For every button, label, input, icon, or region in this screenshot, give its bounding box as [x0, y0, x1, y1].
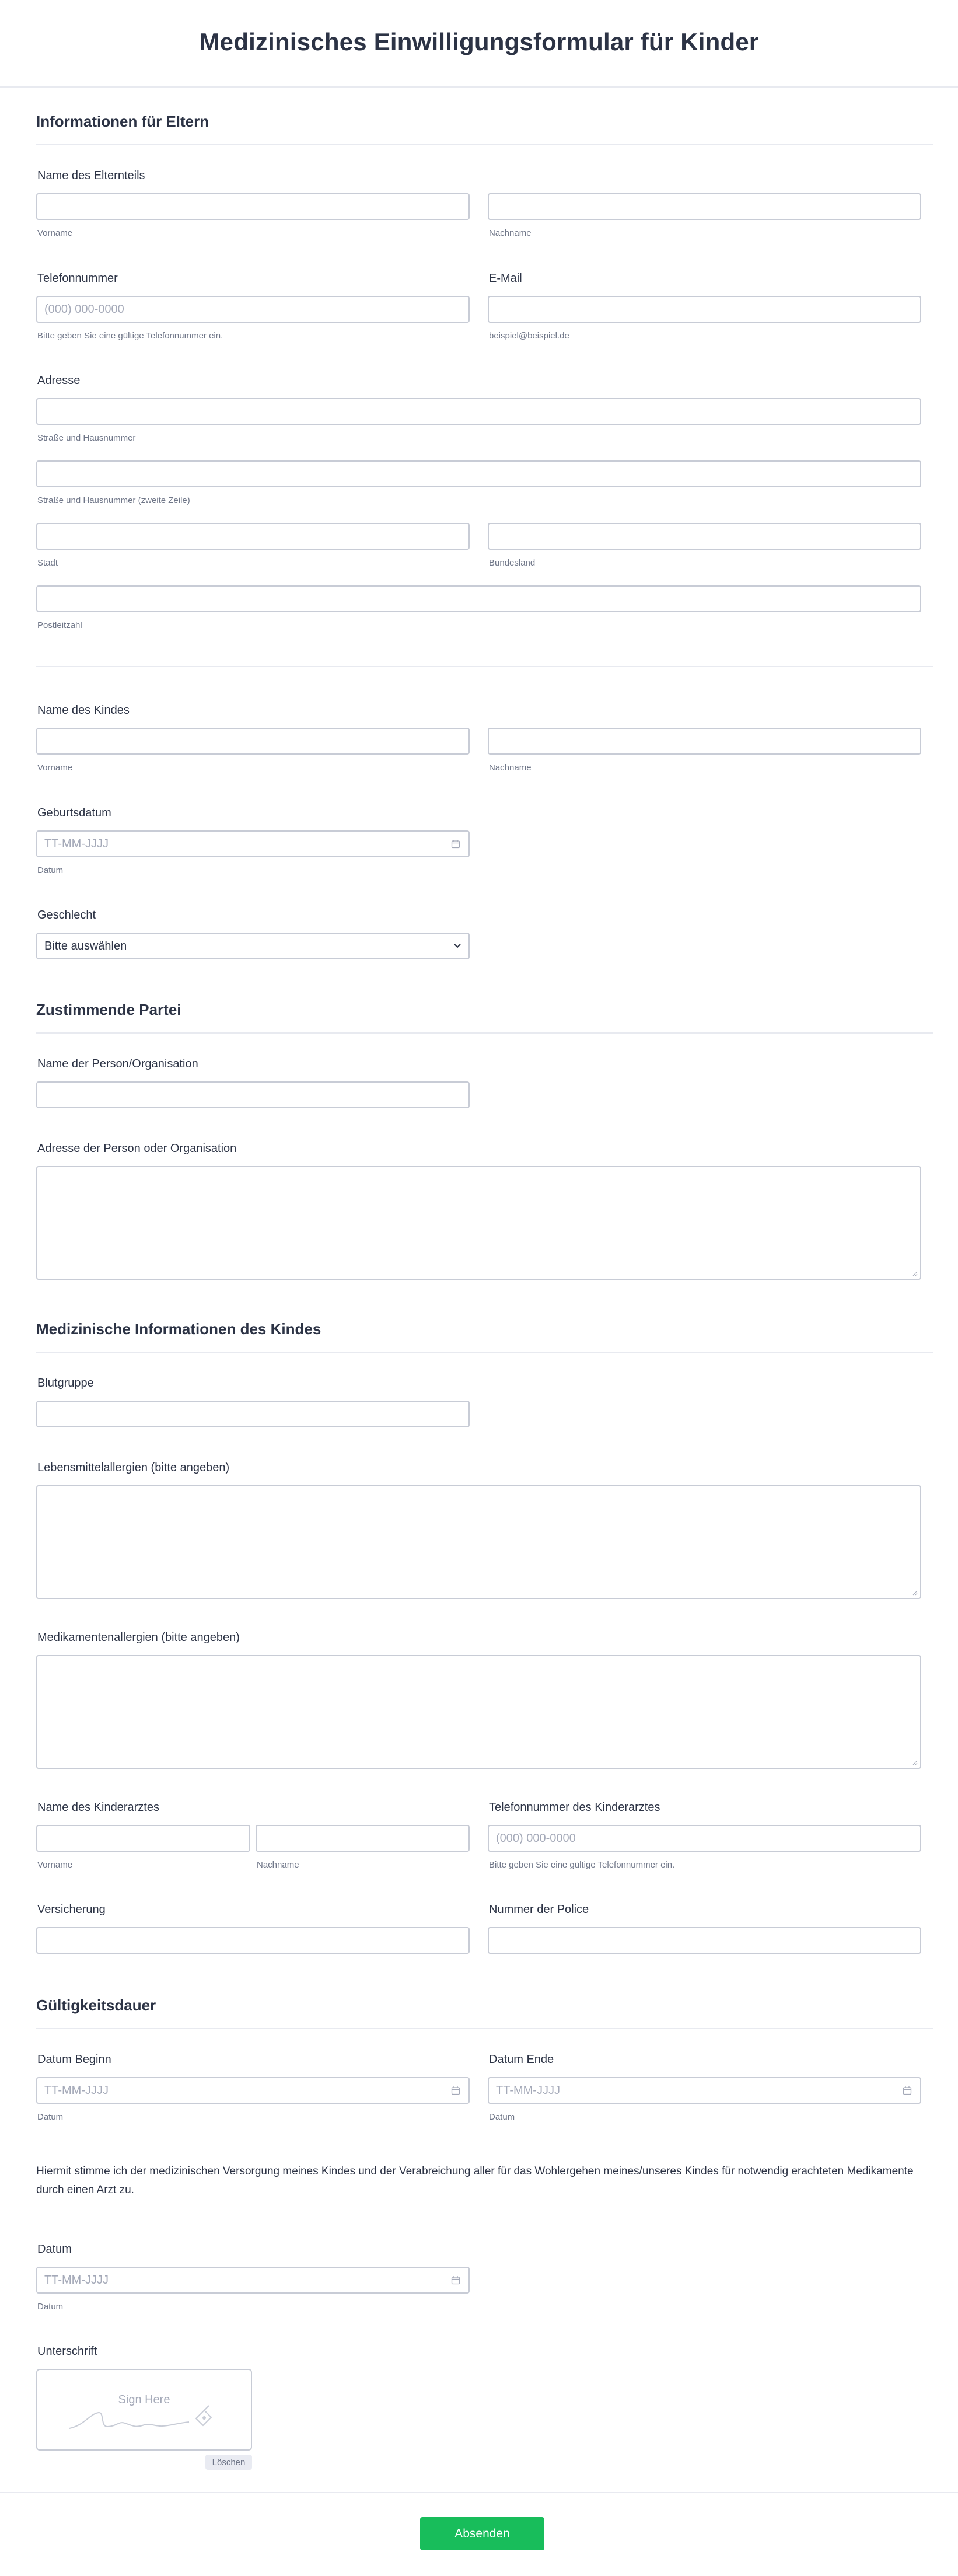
section-divider [36, 2028, 933, 2029]
phone-label: Telefonnummer [37, 272, 118, 285]
end-date-placeholder: TT-MM-JJJJ [496, 2083, 560, 2097]
section-divider [36, 666, 933, 667]
section-title-medical: Medizinische Informationen des Kindes [36, 1320, 321, 1338]
parent-last-name-sublabel: Nachname [489, 228, 532, 238]
consent-paragraph: Hiermit stimme ich der medizinischen Versorgung meines Kindes und der Verabreichung aller für das Wohlergehen meines/unseres Kindes für notwendig erachteten Medikamente durch einen Arzt zu. [36, 2165, 914, 2196]
blood-type-label: Blutgruppe [37, 1377, 94, 1390]
header-divider [0, 86, 958, 88]
parent-first-name-input[interactable] [36, 193, 470, 220]
address-label: Adresse [37, 374, 81, 387]
calendar-icon[interactable] [903, 2086, 912, 2095]
section-divider [36, 1352, 933, 1353]
footer-divider [0, 2492, 958, 2493]
section-divider [36, 144, 933, 145]
state-sublabel: Bundesland [489, 558, 536, 568]
consent-date-placeholder: TT-MM-JJJJ [44, 2273, 109, 2287]
phone-input[interactable] [36, 296, 470, 323]
birthdate-sublabel: Datum [37, 865, 64, 875]
doctor-phone-label: Telefonnummer des Kinderarztes [489, 1801, 660, 1814]
consent-date-sublabel: Datum [37, 2302, 64, 2312]
birthdate-input[interactable] [36, 830, 470, 857]
doctor-first-name-input[interactable] [36, 1825, 250, 1852]
email-label: E-Mail [489, 272, 522, 285]
policy-number-label: Nummer der Police [489, 1903, 589, 1916]
submit-button[interactable]: Absenden [420, 2517, 544, 2550]
zip-sublabel: Postleitzahl [37, 620, 82, 630]
child-first-name-input[interactable] [36, 728, 470, 755]
resize-handle-icon[interactable] [912, 1760, 918, 1765]
birthdate-placeholder: TT-MM-JJJJ [44, 837, 109, 850]
doctor-last-name-input[interactable] [256, 1825, 470, 1852]
doctor-phone-sublabel: Bitte geben Sie eine gültige Telefonnummer ein. [489, 1860, 675, 1870]
section-title-validity: Gültigkeitsdauer [36, 1996, 156, 2014]
consent-date-input[interactable] [36, 2267, 470, 2294]
doctor-name-label: Name des Kinderarztes [37, 1801, 159, 1814]
parent-last-name-input[interactable] [488, 193, 921, 220]
start-date-placeholder: TT-MM-JJJJ [44, 2083, 109, 2097]
birthdate-label: Geburtsdatum [37, 807, 111, 819]
gender-select[interactable] [36, 933, 470, 959]
phone-sublabel: Bitte geben Sie eine gültige Telefonnummer ein. [37, 331, 223, 341]
end-date-label: Datum Ende [489, 2053, 554, 2066]
gender-selected-value: Bitte auswählen [44, 939, 127, 952]
calendar-icon[interactable] [451, 2086, 460, 2095]
end-date-sublabel: Datum [489, 2112, 515, 2122]
child-first-name-sublabel: Vorname [37, 763, 73, 773]
page-title: Medizinisches Einwilligungsformular für Kinder [199, 28, 759, 55]
org-address-label: Adresse der Person oder Organisation [37, 1142, 237, 1155]
zip-input[interactable] [36, 585, 921, 612]
chevron-down-icon [453, 943, 461, 949]
signature-label: Unterschrift [37, 2345, 97, 2358]
doctor-last-name-sublabel: Nachname [257, 1860, 299, 1870]
street2-input[interactable] [36, 460, 921, 487]
sign-here-hint: Sign Here [118, 2393, 170, 2406]
street-input[interactable] [36, 398, 921, 425]
resize-handle-icon[interactable] [912, 1590, 918, 1596]
drug-allergies-textarea[interactable] [36, 1655, 921, 1769]
doctor-phone-input[interactable] [488, 1825, 921, 1852]
insurance-label: Versicherung [37, 1903, 106, 1916]
signature-placeholder-icon [67, 2396, 224, 2437]
doctor-phone-placeholder: (000) 000-0000 [496, 1831, 576, 1845]
phone-placeholder: (000) 000-0000 [44, 302, 124, 316]
city-input[interactable] [36, 523, 470, 550]
state-input[interactable] [488, 523, 921, 550]
food-allergies-label: Lebensmittelallergien (bitte angeben) [37, 1461, 230, 1474]
blood-type-input[interactable] [36, 1401, 470, 1427]
child-last-name-input[interactable] [488, 728, 921, 755]
parent-first-name-sublabel: Vorname [37, 228, 73, 238]
street-sublabel: Straße und Hausnummer [37, 433, 136, 443]
clear-signature-button[interactable]: Löschen [205, 2455, 252, 2470]
section-title-consenting: Zustimmende Partei [36, 1001, 181, 1018]
date-label: Datum [37, 2243, 72, 2256]
start-date-sublabel: Datum [37, 2112, 64, 2122]
end-date-input[interactable] [488, 2077, 921, 2104]
insurance-input[interactable] [36, 1927, 470, 1954]
street2-sublabel: Straße und Hausnummer (zweite Zeile) [37, 495, 190, 505]
calendar-icon[interactable] [451, 2275, 460, 2285]
gender-label: Geschlecht [37, 909, 96, 922]
org-address-textarea[interactable] [36, 1166, 921, 1280]
section-title-parents: Informationen für Eltern [36, 113, 209, 130]
start-date-input[interactable] [36, 2077, 470, 2104]
drug-allergies-label: Medikamentenallergien (bitte angeben) [37, 1631, 240, 1644]
policy-number-input[interactable] [488, 1927, 921, 1954]
parent-name-label: Name des Elternteils [37, 169, 145, 182]
child-last-name-sublabel: Nachname [489, 763, 532, 773]
org-name-input[interactable] [36, 1081, 470, 1108]
section-divider [36, 1032, 933, 1034]
resize-handle-icon[interactable] [912, 1270, 918, 1276]
email-input[interactable] [488, 296, 921, 323]
start-date-label: Datum Beginn [37, 2053, 111, 2066]
city-sublabel: Stadt [37, 558, 58, 568]
doctor-first-name-sublabel: Vorname [37, 1860, 73, 1870]
org-name-label: Name der Person/Organisation [37, 1057, 198, 1070]
food-allergies-textarea[interactable] [36, 1485, 921, 1599]
child-name-label: Name des Kindes [37, 704, 130, 717]
signature-pad[interactable] [36, 2369, 252, 2451]
calendar-icon[interactable] [451, 839, 460, 849]
email-sublabel: beispiel@beispiel.de [489, 331, 569, 341]
